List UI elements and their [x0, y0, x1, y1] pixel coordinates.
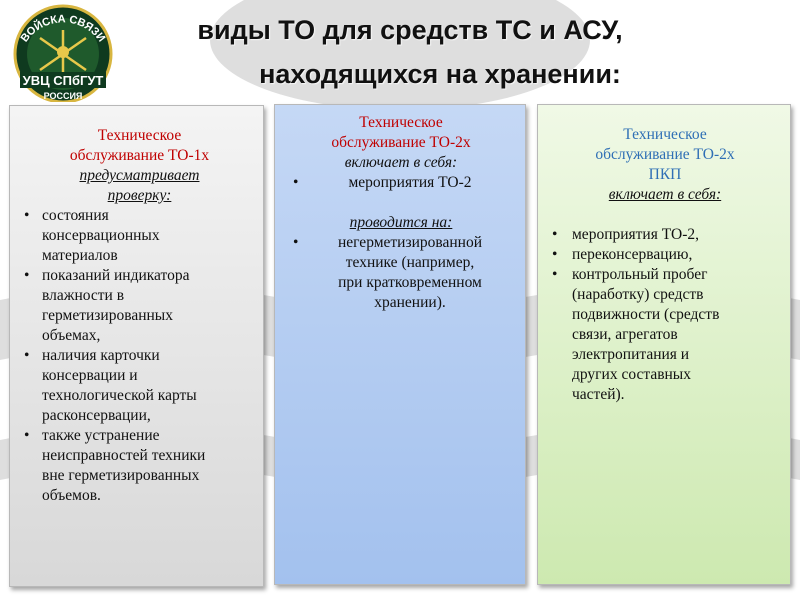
card-subheading: включает в себя:: [344, 154, 458, 171]
list-item: • мероприятия ТО-2,: [552, 226, 699, 243]
list-item: • состояния консервационных материалов: [24, 207, 160, 264]
list-item: • также устранение неисправностей техники вне герметизированных объемов.: [24, 427, 206, 504]
logo: [2, 2, 124, 102]
card-subheading: предусматривает проверку:: [79, 167, 200, 204]
list-item: • негерметизированной технике (например, при кратковременном хранении).: [293, 234, 483, 311]
card-to-2x-pkp: [537, 104, 791, 585]
logo-bottom-text: УВЦ СПбГУТ: [22, 73, 104, 88]
title-line-2: находящихся на хранении:: [259, 59, 621, 89]
list-item: • наличия карточки консервации и технологической карты расконсервации,: [24, 347, 197, 424]
list-item: • переконсервацию,: [552, 246, 693, 263]
card-heading: Техническое обслуживание ТО-1х: [69, 127, 210, 164]
card-list: [548, 225, 782, 405]
page-title: [130, 8, 690, 96]
card-list-2: [283, 233, 519, 313]
card-list: [283, 173, 519, 193]
title-line-1: виды ТО для средств ТС и АСУ,: [197, 15, 623, 45]
card-to-2x: [274, 104, 526, 585]
logo-top-text: ВОЙСКА СВЯЗИ: [18, 13, 108, 45]
list-item: • контрольный пробег (наработку) средств подвижности (средств связи, агрегатов электропитания и других составных частей).: [552, 266, 720, 403]
card-heading: Техническое обслуживание ТО-2х ПКП: [595, 126, 735, 183]
card-to-1x: [9, 105, 264, 587]
logo-country-text: РОССИЯ: [43, 91, 83, 101]
card-subheading-2: проводится на:: [349, 214, 453, 231]
list-item: • показаний индикатора влажности в герметизированных объемах,: [24, 267, 190, 344]
card-heading: Техническое обслуживание ТО-2х: [331, 114, 471, 151]
list-item: • мероприятия ТО-2: [293, 174, 472, 191]
card-subheading: включает в себя:: [608, 186, 722, 203]
card-list: [22, 206, 257, 506]
